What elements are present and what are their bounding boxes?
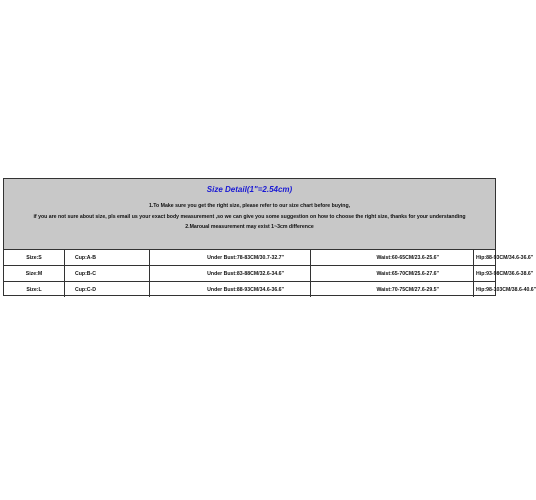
table-row [4, 266, 495, 282]
size-note-2: if you are not sure about size, pls email us your exact body measurement ,so we can give you some suggestion on how to choose the right size, thanks for your understanding [33, 214, 466, 220]
waist-cell: Waist:60-65CM/23.6-25.6" [311, 250, 474, 266]
size-chart-header [4, 179, 495, 250]
size-table [4, 250, 536, 297]
hip-cell: Hip:88-93CM/34.6-36.6" [474, 250, 496, 266]
size-note-1: 1.To Make sure you get the right size, please refer to our size chart before buying, [148, 203, 351, 209]
size-chart-title: Size Detail(1"=2.54cm) [206, 185, 293, 194]
table-row [4, 282, 495, 298]
hip-cell: Hip:98-103CM/38.6-40.6" [474, 282, 496, 298]
under-bust-cell: Under Bust:78-83CM/30.7-32.7" [150, 250, 311, 266]
cup-cell: Cup:C-D [65, 282, 150, 298]
under-bust-cell: Under Bust:88-93CM/34.6-36.6" [150, 282, 311, 298]
waist-cell: Waist:65-70CM/25.6-27.6" [311, 266, 474, 282]
cup-cell: Cup:B-C [65, 266, 150, 282]
size-note-3: 2.Maroual measurement may exist 1~3cm difference [185, 224, 314, 230]
table-row [4, 250, 495, 266]
waist-cell: Waist:70-75CM/27.6-29.5" [311, 282, 474, 298]
cup-cell: Cup:A-B [65, 250, 150, 266]
size-cell: Size:L [4, 282, 65, 298]
size-cell: Size:S [4, 250, 65, 266]
hip-cell: Hip:93-98CM/36.6-38.6" [474, 266, 496, 282]
under-bust-cell: Under Bust:83-88CM/32.6-34.6" [150, 266, 311, 282]
size-cell: Size:M [4, 266, 65, 282]
size-chart [3, 178, 536, 296]
